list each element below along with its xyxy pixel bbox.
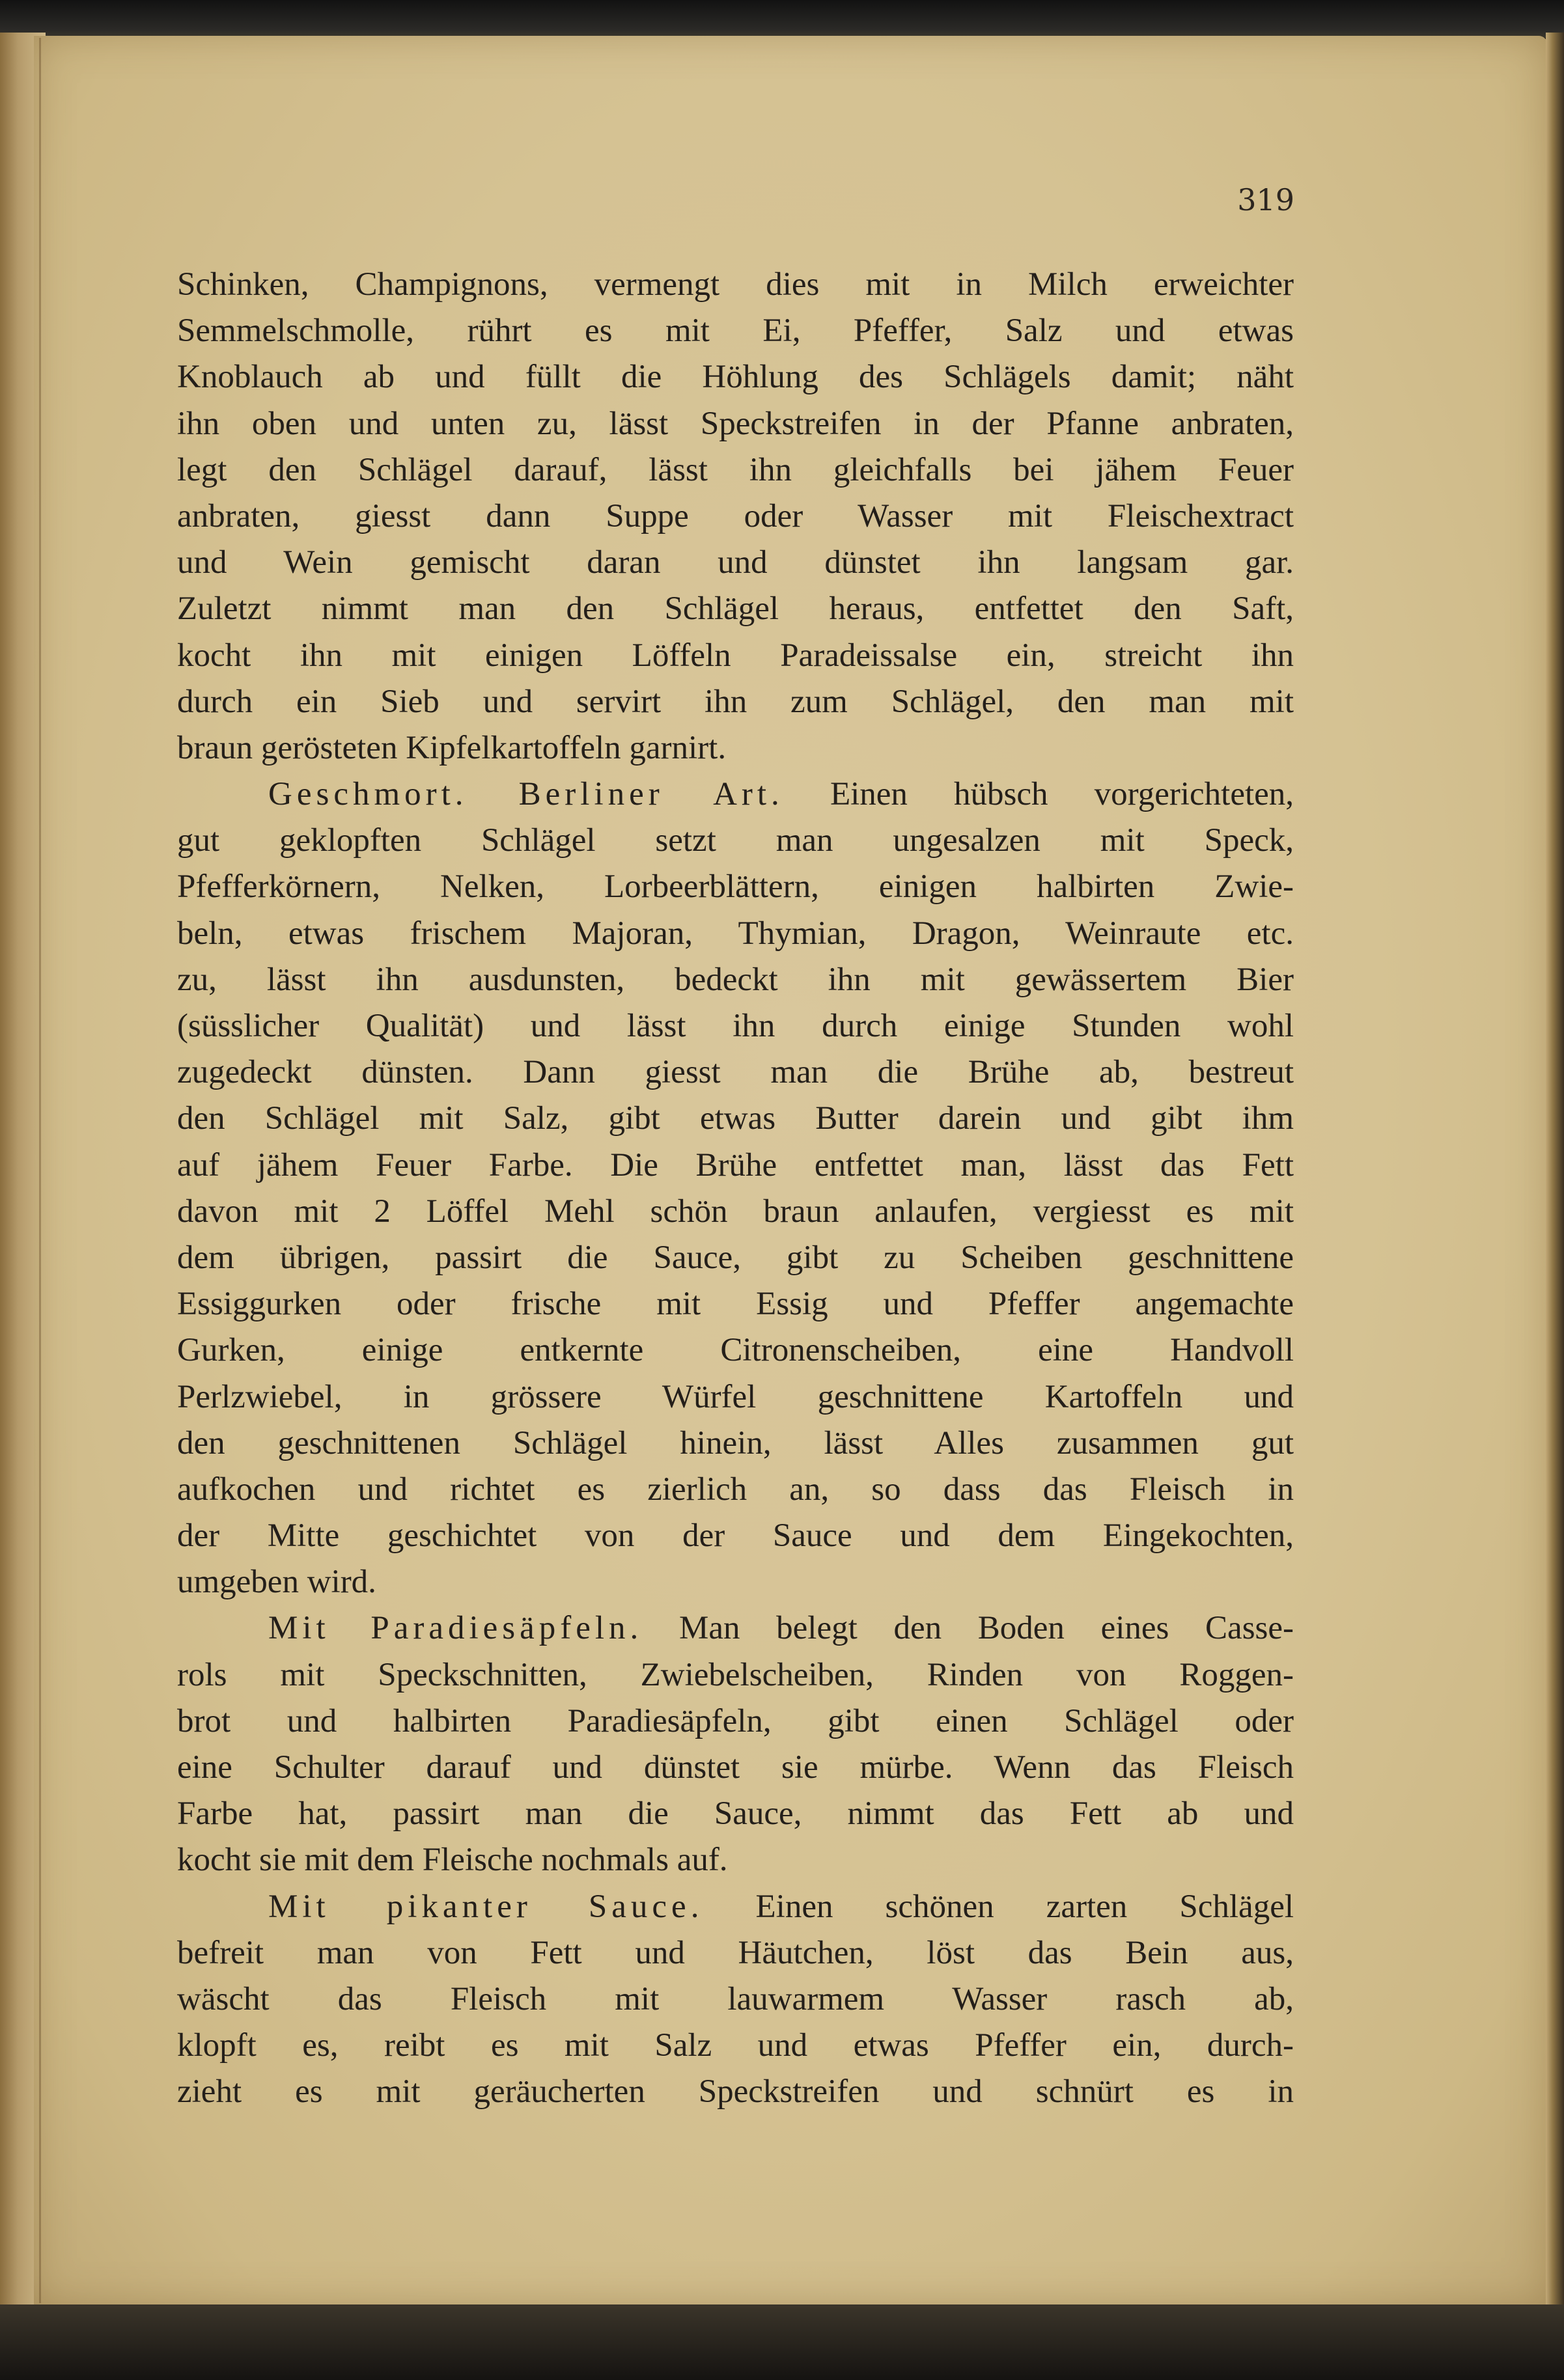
text-line: befreit man von Fett und Häutchen, löst das Bein aus, <box>177 1934 1294 1971</box>
text-line: auf jähem Feuer Farbe. Die Brühe entfettet man, lässt das Fett <box>177 1146 1294 1183</box>
page-right-edge <box>1546 33 1564 2311</box>
text-line: und Wein gemischt daran und dünstet ihn langsam gar. <box>177 544 1294 581</box>
text-line: Gurken, einige entkernte Citronenscheiben, eine Handvoll <box>177 1332 1294 1369</box>
text-line: (süsslicher Qualität) und lässt ihn durch einige Stunden wohl <box>177 1008 1294 1044</box>
text-line: wäscht das Fleisch mit lauwarmem Wasser rasch ab, <box>177 1980 1294 2017</box>
text-line-content: Einen hübsch vorgerichteten, <box>830 776 1294 813</box>
text-line: Perlzwiebel, in grössere Würfel geschnittene Kartoffeln und <box>177 1378 1294 1415</box>
text-line: dem übrigen, passirt die Sauce, gibt zu Scheiben geschnittene <box>177 1239 1294 1276</box>
text-line: Essiggurken oder frische mit Essig und Pfeffer angemachte <box>177 1286 1294 1323</box>
text-line: den geschnittenen Schlägel hinein, lässt Alles zusammen gut <box>177 1424 1294 1461</box>
page-body-text <box>177 262 1294 2116</box>
text-line <box>177 1605 1294 1652</box>
section-heading-paradiesaepfeln: Mit Paradiesäpfeln. <box>268 1610 643 1647</box>
text-line: legt den Schlägel darauf, lässt ihn gleichfalls bei jähem Feuer <box>177 451 1294 488</box>
text-line: davon mit 2 Löffel Mehl schön braun anlaufen, vergiesst es mit <box>177 1193 1294 1230</box>
section-heading-pikanter-sauce: Mit pikanter Sauce. <box>268 1888 704 1925</box>
text-line: Schinken, Champignons, vermengt dies mit in Milch erweichter <box>177 266 1294 303</box>
text-line: kocht ihn mit einigen Löffeln Paradeissalse ein, streicht ihn <box>177 637 1294 674</box>
text-line: kocht sie mit dem Fleische nochmals auf. <box>177 1842 728 1879</box>
text-line: der Mitte geschichtet von der Sauce und dem Eingekochten, <box>177 1517 1294 1555</box>
text-line: den Schlägel mit Salz, gibt etwas Butter darein und gibt ihm <box>177 1100 1294 1137</box>
text-line: rols mit Speckschnitten, Zwiebelscheiben, Rinden von Roggen- <box>177 1656 1294 1693</box>
text-line: beln, etwas frischem Majoran, Thymian, Dragon, Weinraute etc. <box>177 915 1294 952</box>
text-line: brot und halbirten Paradiesäpfeln, gibt einen Schlägel oder <box>177 1702 1294 1739</box>
text-line: zugedeckt dünsten. Dann giesst man die Brühe ab, bestreut <box>177 1054 1294 1091</box>
text-line: Pfefferkörnern, Nelken, Lorbeerblättern, einigen halbirten Zwie- <box>177 868 1294 906</box>
text-line: zieht es mit geräucherten Speckstreifen und schnürt es in <box>177 2073 1294 2110</box>
text-line: Zuletzt nimmt man den Schlägel heraus, entfettet den Saft, <box>177 590 1294 628</box>
text-line: Knoblauch ab und füllt die Höhlung des Schlägels damit; näht <box>177 359 1294 396</box>
binding-line <box>39 38 41 2303</box>
text-line: eine Schulter darauf und dünstet sie mürbe. Wenn das Fleisch <box>177 1749 1294 1786</box>
scan-top-border <box>0 0 1564 38</box>
text-line: braun gerösteten Kipfelkartoffeln garnirt. <box>177 729 727 766</box>
text-line: anbraten, giesst dann Suppe oder Wasser mit Fleischextract <box>177 497 1294 534</box>
text-line: durch ein Sieb und servirt ihn zum Schlägel, den man mit <box>177 683 1294 720</box>
page-number: 319 <box>1237 182 1294 217</box>
text-line <box>177 1884 1294 1930</box>
text-line: ihn oben und unten zu, lässt Speckstreifen in der Pfanne anbraten, <box>177 405 1294 442</box>
text-line: Farbe hat, passirt man die Sauce, nimmt das Fett ab und <box>177 1795 1294 1833</box>
text-line: Semmelschmolle, rührt es mit Ei, Pfeffer, Salz und etwas <box>177 312 1294 350</box>
text-line-content: Einen schönen zarten Schlägel <box>755 1888 1294 1925</box>
text-line: zu, lässt ihn ausdunsten, bedeckt ihn mit gewässertem Bier <box>177 961 1294 998</box>
text-line: aufkochen und richtet es zierlich an, so dass das Fleisch in <box>177 1471 1294 1508</box>
section-heading-geschmort: Geschmort. Berliner Art. <box>268 776 784 813</box>
text-line: umgeben wird. <box>177 1564 376 1601</box>
text-line <box>177 771 1294 818</box>
text-line-content: Man belegt den Boden eines Casse- <box>679 1610 1294 1647</box>
scan-bottom-border <box>0 2304 1564 2380</box>
text-line: gut geklopften Schlägel setzt man ungesalzen mit Speck, <box>177 822 1294 859</box>
text-line: klopft es, reibt es mit Salz und etwas Pfeffer ein, durch- <box>177 2027 1294 2064</box>
